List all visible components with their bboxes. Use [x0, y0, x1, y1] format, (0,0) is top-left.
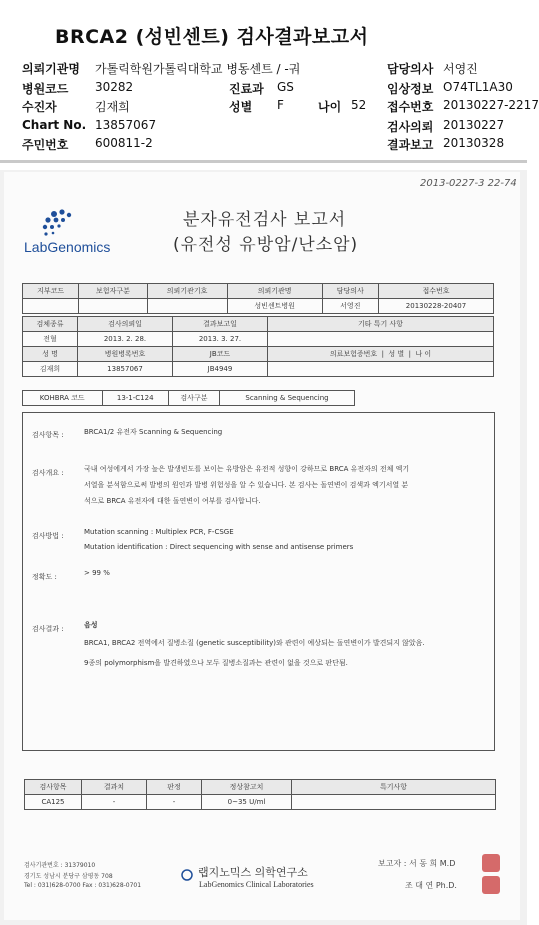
- clinical-value: O74TL1A30: [443, 80, 513, 94]
- age-value: 52: [351, 98, 367, 112]
- patient-label: 수진자: [22, 100, 57, 114]
- method-line: Mutation scanning : Multiplex PCR, F-CSGE: [84, 528, 234, 536]
- table-cell: [23, 299, 79, 314]
- reviewer: 조 대 연 Ph.D.: [405, 881, 457, 890]
- accuracy-value: > 99 %: [84, 569, 110, 577]
- dept-value: GS: [277, 80, 294, 94]
- report-header: [0, 0, 539, 163]
- table-cell: 20130228-20407: [379, 299, 494, 314]
- table-cell: [79, 299, 147, 314]
- table-header: 지부코드: [23, 284, 79, 299]
- table-row: [23, 299, 494, 314]
- header-divider: [0, 160, 527, 163]
- code-label: 병원코드: [22, 82, 69, 96]
- result-label: 검사결과 :: [32, 625, 64, 633]
- footer-line: 검사기관번호 : 31379010: [24, 862, 96, 869]
- table-row: [25, 780, 496, 795]
- accuracy-label: 정확도 :: [32, 573, 57, 581]
- doctor-label: 담당의사: [387, 62, 434, 76]
- overview-line: 서열을 분석함으로써 발병의 원인과 발병 위험성을 알 수 있습니다. 본 검사는 돌연변이 검색과 엑기서열 분: [84, 481, 409, 489]
- table-row: [23, 362, 494, 377]
- lab-logo-icon: [180, 868, 194, 882]
- table-header: 정상참고치: [202, 780, 292, 795]
- report-label: 결과보고: [387, 138, 434, 152]
- table-header: JB코드: [173, 347, 268, 362]
- table-row: [23, 391, 355, 406]
- overview-label: 검사개요 :: [32, 469, 64, 477]
- item-label: 검사항목 :: [32, 431, 64, 439]
- table-header: 검사항목: [25, 780, 82, 795]
- table-header: 담당의사: [322, 284, 378, 299]
- table-cell: 0~35 U/ml: [202, 795, 292, 810]
- logo-text: LabGenomics: [24, 239, 111, 255]
- clinical-label: 임상정보: [387, 82, 434, 96]
- id-value: 600811-2: [95, 136, 153, 150]
- chart-value: 13857067: [95, 118, 157, 132]
- table-header: 보험자구분: [79, 284, 147, 299]
- kohbra-table: [22, 390, 355, 406]
- table-cell: 2013. 3. 27.: [173, 332, 268, 347]
- table-cell: 서영진: [322, 299, 378, 314]
- table-header: 검체종류: [23, 317, 78, 332]
- table-header: 의뢰기관명: [227, 284, 322, 299]
- method-label: 검사방법 :: [32, 532, 64, 540]
- item-value: BRCA1/2 유전자 Scanning & Sequencing: [84, 428, 223, 436]
- table-header: 의료보험증번호 | 성 별 | 나 이: [268, 347, 494, 362]
- table-cell: 김재희: [23, 362, 78, 377]
- lab-name-korean: 랩지노믹스 의학연구소: [198, 866, 308, 879]
- receipt-label: 접수번호: [387, 100, 434, 114]
- page-title: BRCA2 (성빈센트) 검사결과보고서: [55, 26, 369, 48]
- handwritten-note: 2013-0227-3 22-74: [420, 178, 517, 189]
- patient-value: 김재희: [95, 100, 130, 114]
- table-header: 결과치: [82, 780, 147, 795]
- report-value: 20130328: [443, 136, 505, 150]
- footer-line: Tel : 031)628-0700 Fax : 031)628-0701: [24, 882, 142, 889]
- table-cell: JB4949: [173, 362, 268, 377]
- table-cell: [292, 795, 496, 810]
- table-header: 의뢰기관기호: [147, 284, 227, 299]
- table-header: 결과보고일: [173, 317, 268, 332]
- table-row: [25, 795, 496, 810]
- sex-value: F: [277, 98, 284, 112]
- marker-table: [24, 779, 496, 810]
- table-cell: [147, 299, 227, 314]
- lab-name-english: LabGenomics Clinical Laboratories: [199, 880, 314, 889]
- test-type-label: 검사구분: [168, 391, 219, 406]
- id-label: 주민번호: [22, 138, 69, 152]
- doctor-value: 서영진: [443, 62, 478, 76]
- info-table: [22, 283, 494, 314]
- specimen-table: [22, 316, 494, 377]
- table-cell: [268, 332, 494, 347]
- seal-stamp-icon: [482, 876, 500, 894]
- labgenomics-logo: [22, 204, 142, 264]
- test-type-value: Scanning & Sequencing: [220, 391, 355, 406]
- report-subtitle: (유전성 유방암/난소암): [173, 235, 359, 255]
- result-value: 음성: [84, 621, 98, 629]
- method-line: Mutation identification : Direct sequencing with sense and antisense primers: [84, 543, 354, 551]
- table-cell: 전혈: [23, 332, 78, 347]
- table-cell: 2013. 2. 28.: [78, 332, 173, 347]
- code-value: 30282: [95, 80, 134, 94]
- table-cell: -: [147, 795, 202, 810]
- dept-label: 진료과: [229, 82, 264, 96]
- table-cell: [268, 362, 494, 377]
- table-row: [23, 347, 494, 362]
- reporter: 보고자 : 서 동 희 M.D: [378, 859, 456, 868]
- kohbra-label: KOHBRA 코드: [23, 391, 103, 406]
- footer-line: 경기도 성남시 분당구 삼평동 708: [24, 873, 113, 880]
- kohbra-code: 13-1-C124: [102, 391, 168, 406]
- hospital-label: 의뢰기관명: [22, 62, 80, 76]
- table-header: 병원병록번호: [78, 347, 173, 362]
- table-header: 특기사항: [292, 780, 496, 795]
- sex-label: 성별: [229, 100, 253, 114]
- overview-line: 석으로 BRCA 유전자에 대한 돌연변이 여부를 검사합니다.: [84, 497, 261, 505]
- hospital-value: 가톨릭학원가톨릭대학교 병동센트 / -궈: [95, 62, 301, 76]
- receipt-value: 20130227-2217: [443, 98, 539, 112]
- age-label: 나이: [318, 100, 342, 114]
- result-line: 9종의 polymorphism을 발견하였으나 모두 질병소질과는 관련이 없을 것으로 판단됨.: [84, 659, 348, 667]
- request-value: 20130227: [443, 118, 505, 132]
- table-cell: CA125: [25, 795, 82, 810]
- result-line: BRCA1, BRCA2 전역에서 질병소질 (genetic susceptibility)와 관련이 예상되는 돌연변이가 발견되지 않았음.: [84, 639, 425, 647]
- overview-line: 국내 여성에게서 가장 높은 발생빈도를 보이는 유방암은 유전적 성향이 강하므로 BRCA 유전자의 전체 엑기: [84, 465, 410, 473]
- table-row: [23, 284, 494, 299]
- table-cell: 성빈센트병원: [227, 299, 322, 314]
- table-row: [23, 332, 494, 347]
- table-cell: 13857067: [78, 362, 173, 377]
- table-header: 성 명: [23, 347, 78, 362]
- chart-label: Chart No.: [22, 118, 87, 132]
- table-header: 검사의뢰일: [78, 317, 173, 332]
- table-header: 판정: [147, 780, 202, 795]
- table-header: 접수번호: [379, 284, 494, 299]
- table-cell: -: [82, 795, 147, 810]
- report-title: 분자유전검사 보고서: [183, 210, 347, 230]
- table-header: 기타 특기 사항: [268, 317, 494, 332]
- table-row: [23, 317, 494, 332]
- seal-stamp-icon: [482, 854, 500, 872]
- request-label: 검사의뢰: [387, 120, 434, 134]
